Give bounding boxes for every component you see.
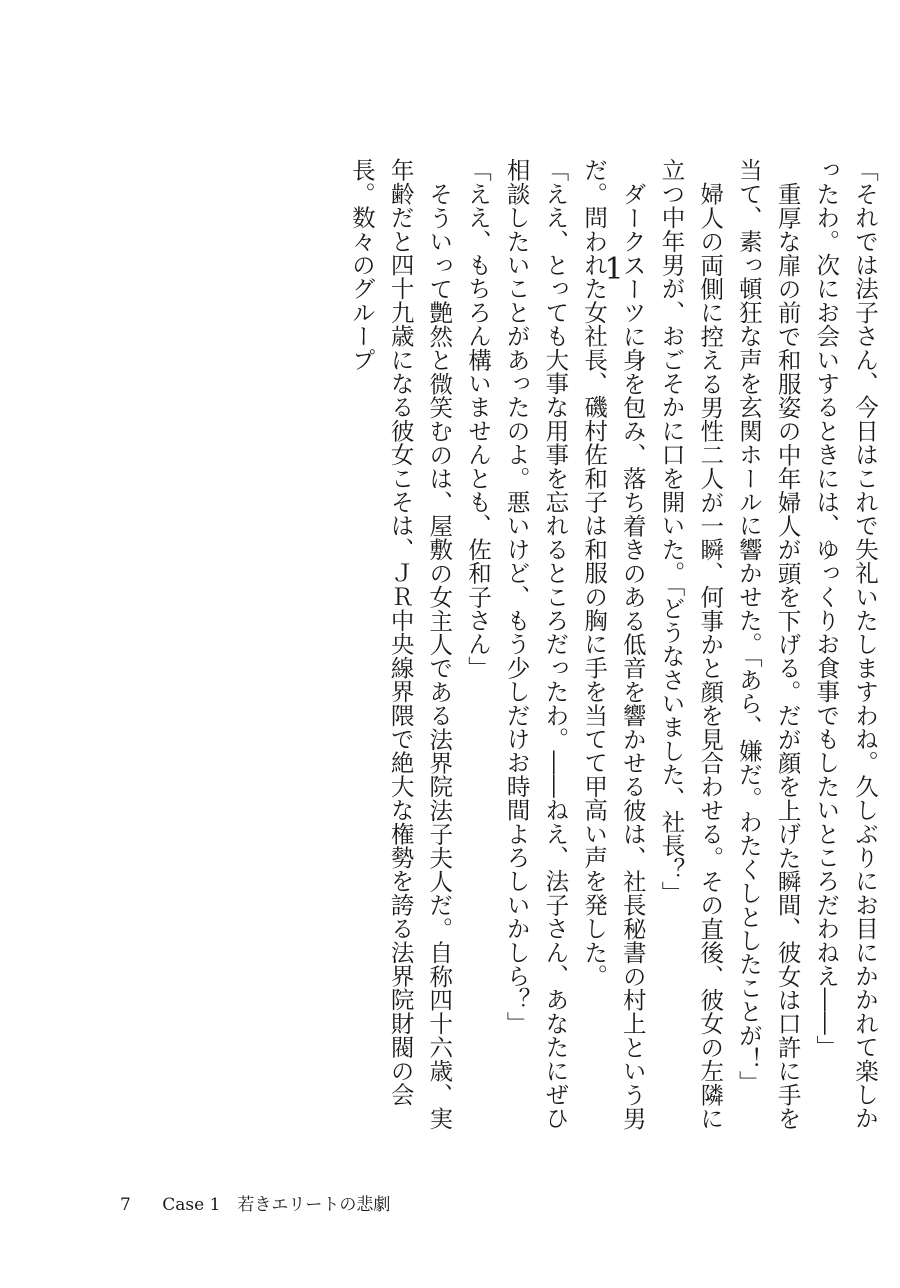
paragraph-3: 婦人の両側に控える男性二人が一瞬、何事かと顔を見合わせる。その直後、彼女の左隣に立つ中年男が、おごそかに口を開いた。「どうなさいました、社長？」: [657, 158, 725, 1130]
chapter-number: 1: [604, 252, 624, 287]
body-text: [347, 158, 884, 1148]
paragraph-6: 「ええ、もちろん構いませんとも、佐和子さん」: [463, 158, 492, 680]
paragraph-4: ダークスーツに身を包み、落ち着きのある低音を響かせる彼は、社長秘書の村上という男だ。問われた女社長、磯村佐和子は和服の胸に手を当てて甲高い声を発した。: [580, 158, 647, 1130]
paragraph-2: 重厚な扉の前で和服姿の中年婦人が頭を下げる。だが顔を上げた瞬間、彼女は口許に手を当て、素っ頓狂な声を玄関ホールに響かせた。「あら、嫌だ。わたくしとしたことが！」: [734, 158, 802, 1130]
page-footer: [120, 1197, 390, 1214]
page-number: 7: [120, 1195, 131, 1215]
paragraph-7: そういって艶然と微笑むのは、屋敷の女主人である法界院法子夫人だ。自称四十六歳、実年齢だと四十九歳になる彼女こそは、ＪＲ中央線界隈で絶大な権勢を誇る法界院財閥の会長。数々のグループ: [347, 158, 454, 1130]
paragraph-1: 「それでは法子さん、今日はこれで失礼いたしますわね。久しぶりにお目にかかれて楽しかったわ。次にお会いするときには、ゆっくりお食事でもしたいところだわねえ――」: [812, 158, 879, 1130]
paragraph-5: 「ええ、とっても大事な用事を忘れるところだったわ。――ねえ、法子さん、あなたにぜひ相談したいことがあったのよ。悪いけど、もう少しだけお時間よろしいかしら？」: [502, 158, 570, 1130]
running-head: Case 1 若きエリートの悲劇: [162, 1195, 391, 1215]
